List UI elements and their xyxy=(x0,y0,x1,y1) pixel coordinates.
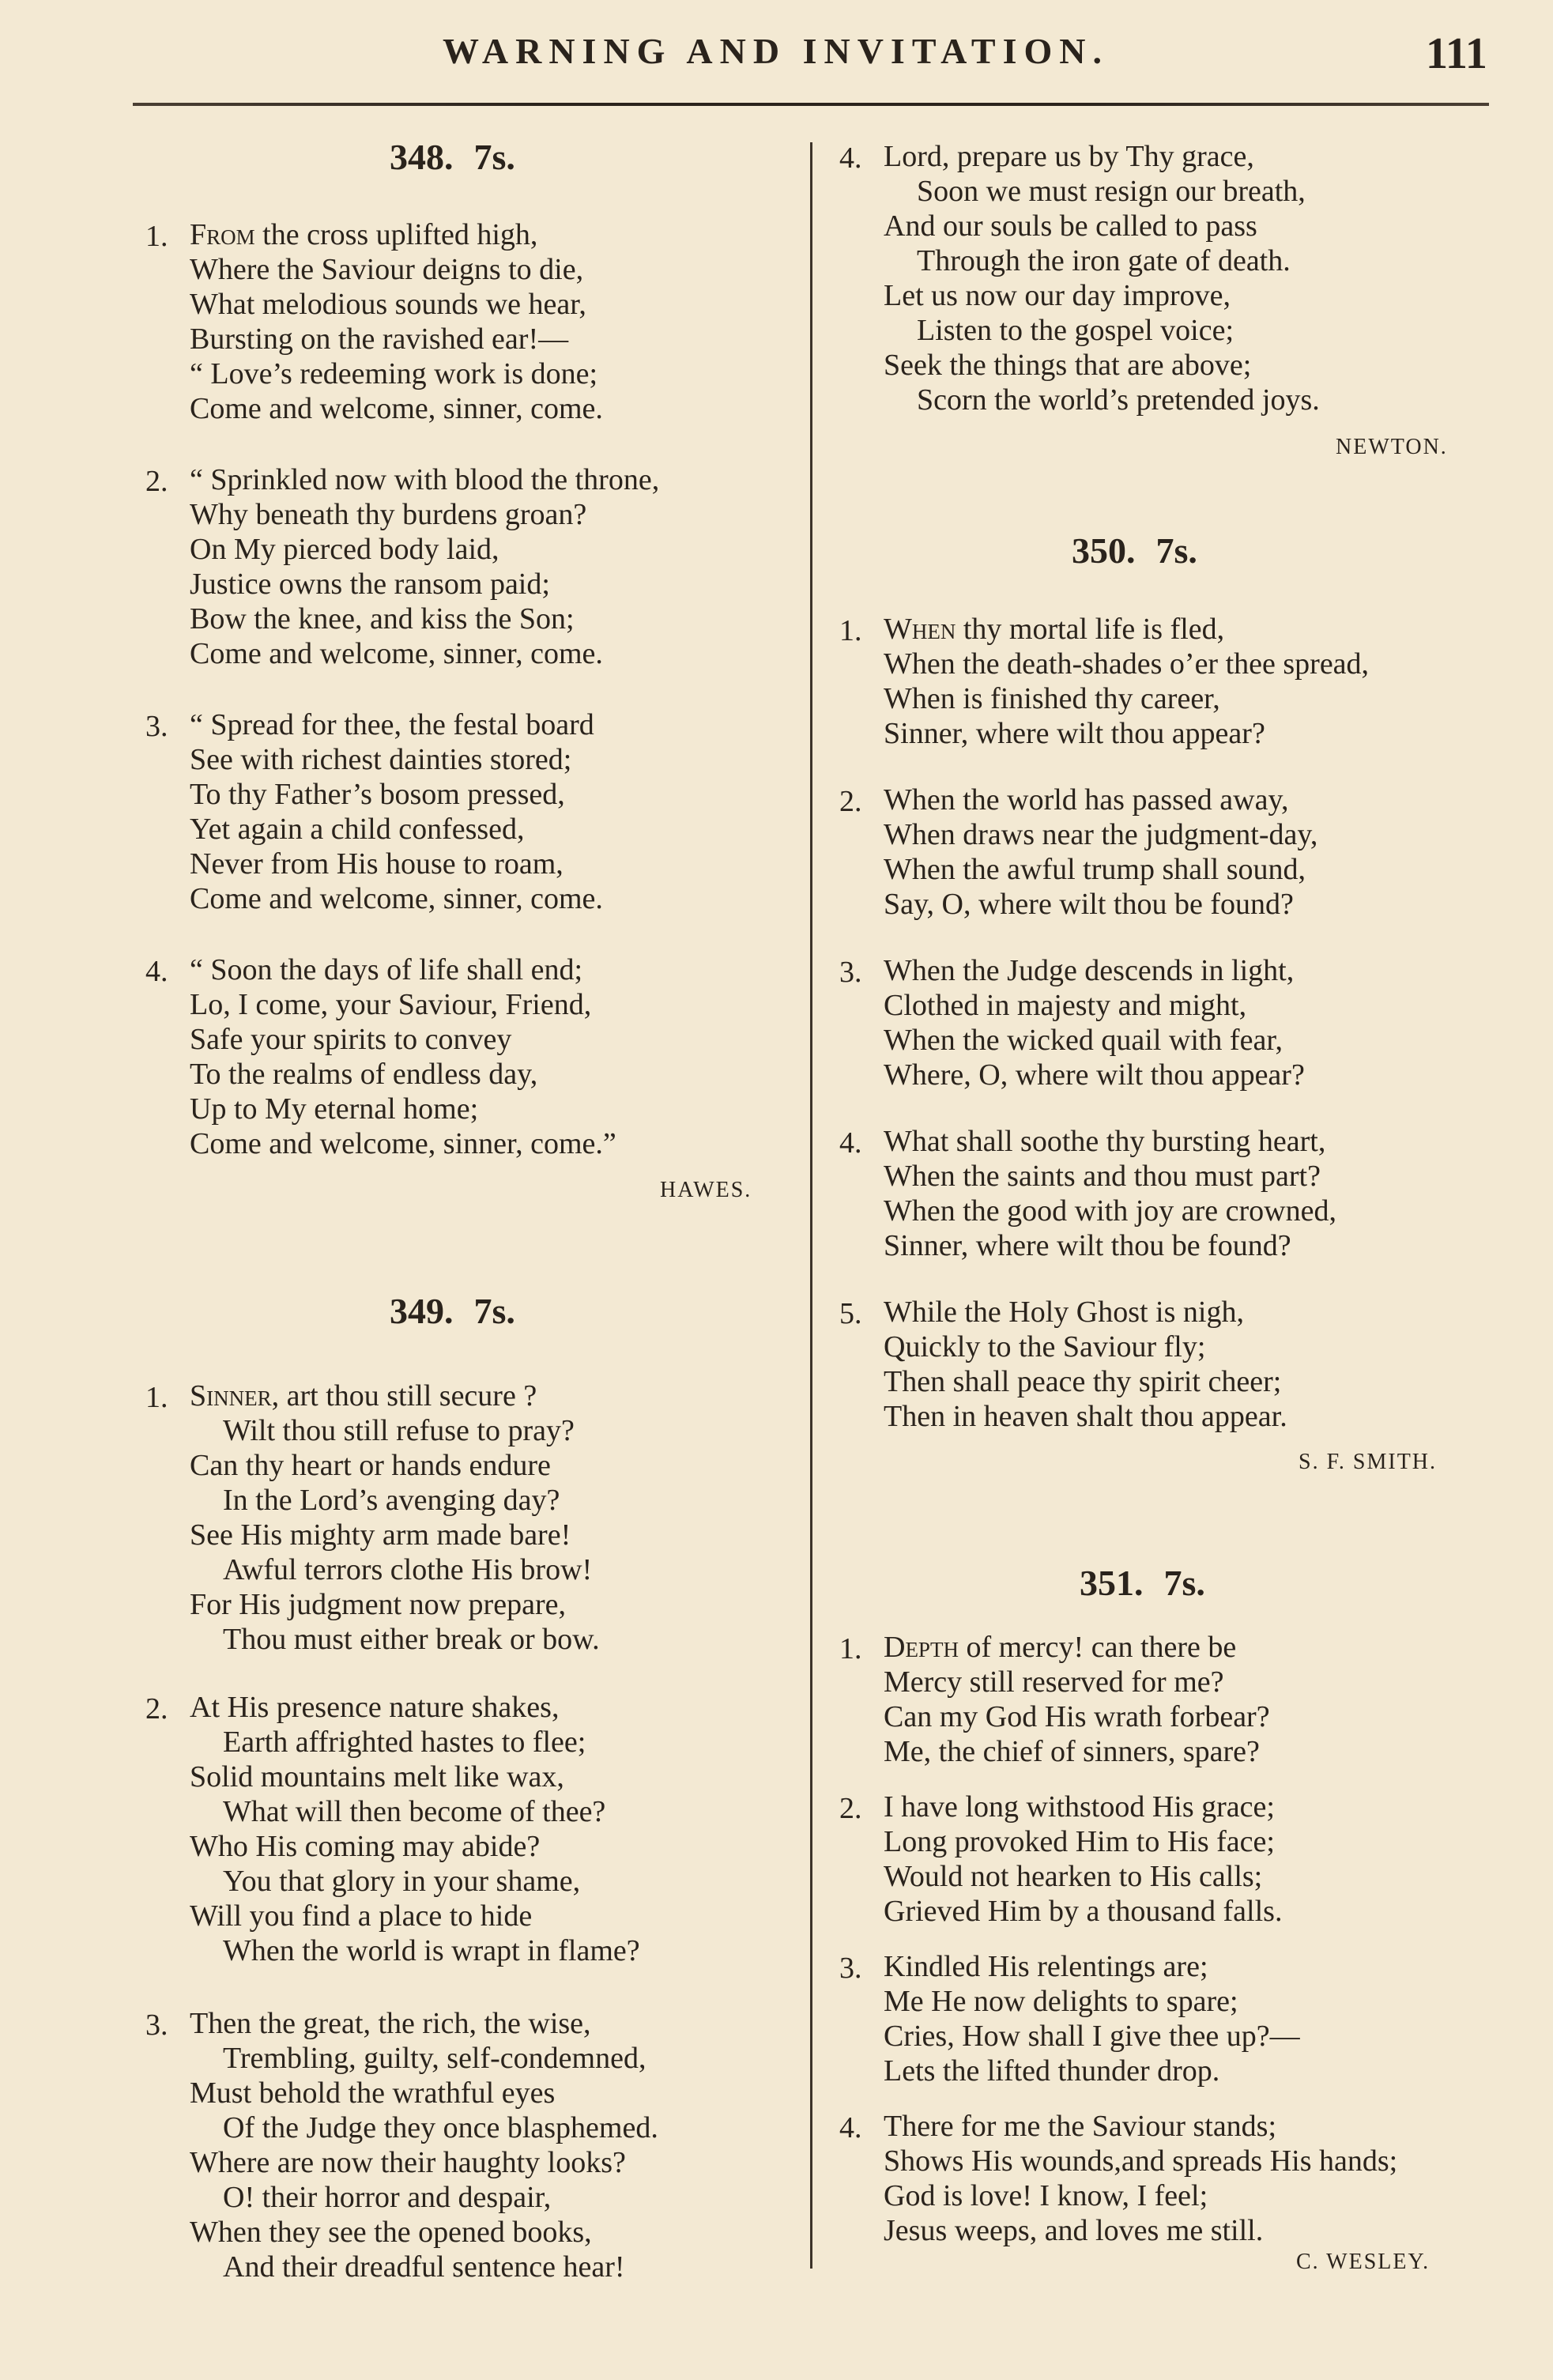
verse-line: Come and welcome, sinner, come.” xyxy=(190,1127,616,1160)
hymn-number: 349. xyxy=(390,1291,454,1331)
verse-line: Awful terrors clothe His brow! xyxy=(223,1553,593,1586)
verse-line: Can thy heart or hands endure xyxy=(190,1449,551,1482)
verse-line: On My pierced body laid, xyxy=(190,533,499,566)
stanza-number: 1. xyxy=(145,220,168,253)
verse-line: Soon we must resign our breath, xyxy=(917,175,1306,208)
verse-line: At His presence nature shakes, xyxy=(190,1691,560,1724)
verse-line: Long provoked Him to His face; xyxy=(884,1825,1275,1858)
verse-line: Then in heaven shalt thou appear. xyxy=(884,1400,1287,1433)
verse-line: Kindled His relentings are; xyxy=(884,1950,1208,1983)
verse-line: Then the great, the rich, the wise, xyxy=(190,2007,591,2040)
hymn-meter: 7s. xyxy=(1163,1563,1205,1603)
hymn-meter: 7s. xyxy=(473,137,515,177)
stanza-number: 2. xyxy=(145,465,168,498)
verse-line: Scorn the world’s pretended joys. xyxy=(917,383,1320,417)
stanza-number: 1. xyxy=(145,1381,168,1414)
hymn-351-heading xyxy=(1080,1562,1205,1604)
verse-line: Never from His house to roam, xyxy=(190,847,564,881)
verse-line: When the world is wrapt in flame? xyxy=(223,1934,640,1967)
verse-line: Jesus weeps, and loves me still. xyxy=(884,2214,1264,2247)
stanza-number: 3. xyxy=(839,1952,862,1985)
verse-line: Mercy still reserved for me? xyxy=(884,1665,1224,1699)
verse-line: When the Judge descends in light, xyxy=(884,954,1295,987)
hymn-meter: 7s. xyxy=(473,1291,515,1331)
verse-line: When the wicked quail with fear, xyxy=(884,1024,1283,1057)
verse-line: See His mighty arm made bare! xyxy=(190,1518,571,1552)
verse-line: Listen to the gospel voice; xyxy=(917,314,1234,347)
verse-line: Shows His wounds,and spreads His hands; xyxy=(884,2144,1398,2178)
hymn-350-heading xyxy=(1072,530,1197,571)
hymn-number: 351. xyxy=(1080,1563,1144,1603)
verse-line: Cries, How shall I give thee up?— xyxy=(884,2020,1300,2053)
verse-first-word: From xyxy=(190,218,255,251)
verse-line: Sinner, art thou still secure ? xyxy=(190,1379,537,1413)
verse-line: Me, the chief of sinners, spare? xyxy=(884,1735,1260,1768)
verse-line: Lord, prepare us by Thy grace, xyxy=(884,140,1254,173)
verse-line: “ Spread for thee, the festal board xyxy=(190,708,594,741)
verse-line: To thy Father’s bosom pressed, xyxy=(190,778,565,811)
hymn-number: 350. xyxy=(1072,530,1136,571)
verse-line: Seek the things that are above; xyxy=(884,349,1252,382)
verse-line: Trembling, guilty, self-condemned, xyxy=(223,2042,646,2075)
verse-line: Why beneath thy burdens groan? xyxy=(190,498,587,531)
verse-line: Me He now delights to spare; xyxy=(884,1985,1238,2018)
stanza-number: 1. xyxy=(839,1632,862,1665)
verse-line: Lo, I come, your Saviour, Friend, xyxy=(190,988,592,1021)
verse-line: When the good with joy are crowned, xyxy=(884,1194,1336,1228)
verse-line: When thy mortal life is fled, xyxy=(884,613,1225,646)
verse-line: From the cross uplifted high, xyxy=(190,218,538,251)
verse-line: Must behold the wrathful eyes xyxy=(190,2076,556,2110)
verse-line: Sinner, where wilt thou be found? xyxy=(884,1229,1291,1262)
verse-line: Safe your spirits to convey xyxy=(190,1023,512,1056)
verse-line: Where are now their haughty looks? xyxy=(190,2146,626,2179)
verse-line: Quickly to the Saviour fly; xyxy=(884,1330,1206,1364)
verse-first-word: Depth xyxy=(884,1631,959,1664)
hymn-number: 348. xyxy=(390,137,454,177)
verse-line: “ Love’s redeeming work is done; xyxy=(190,357,598,390)
verse-line: God is love! I know, I feel; xyxy=(884,2179,1208,2212)
verse-line: Will you find a place to hide xyxy=(190,1899,533,1933)
header-rule xyxy=(133,103,1489,106)
verse-line: Yet again a child confessed, xyxy=(190,813,525,846)
verse-line: What shall soothe thy bursting heart, xyxy=(884,1125,1326,1158)
verse-line: I have long withstood His grace; xyxy=(884,1790,1275,1824)
verse-line: Come and welcome, sinner, come. xyxy=(190,392,603,425)
verse-line: Come and welcome, sinner, come. xyxy=(190,882,603,915)
verse-line: Through the iron gate of death. xyxy=(917,244,1291,277)
stanza-number: 4. xyxy=(145,955,168,988)
verse-line: When they see the opened books, xyxy=(190,2216,592,2249)
verse-line: Would not hearken to His calls; xyxy=(884,1860,1263,1893)
page-number: 111 xyxy=(1426,29,1487,78)
verse-line: Who His coming may abide? xyxy=(190,1830,541,1863)
verse-line: “ Sprinkled now with blood the throne, xyxy=(190,463,660,496)
hymn-349-heading xyxy=(390,1290,515,1332)
verse-first-word: When xyxy=(884,613,956,646)
verse-line: Wilt thou still refuse to pray? xyxy=(223,1414,575,1447)
running-title: WARNING AND INVITATION. xyxy=(443,31,1109,71)
verse-line: What melodious sounds we hear, xyxy=(190,288,586,321)
verse-line: There for me the Saviour stands; xyxy=(884,2110,1277,2143)
hymn-author: HAWES. xyxy=(660,1178,752,1202)
verse-line: See with richest dainties stored; xyxy=(190,743,572,776)
stanza-number: 1. xyxy=(839,614,862,647)
verse-line: When the world has passed away, xyxy=(884,783,1289,817)
verse-line: Grieved Him by a thousand falls. xyxy=(884,1895,1283,1928)
verse-line: When the saints and thou must part? xyxy=(884,1160,1321,1193)
verse-line: To the realms of endless day, xyxy=(190,1058,538,1091)
hymn-meter: 7s. xyxy=(1155,530,1197,571)
column-divider xyxy=(810,142,812,2269)
verse-line: And their dreadful sentence hear! xyxy=(223,2250,625,2284)
verse-line: Sinner, where wilt thou appear? xyxy=(884,717,1265,750)
stanza-number: 3. xyxy=(145,710,168,743)
stanza-number: 2. xyxy=(839,785,862,818)
verse-line: For His judgment now prepare, xyxy=(190,1588,566,1621)
hymn-author: S. F. SMITH. xyxy=(1299,1450,1438,1474)
verse-line: Can my God His wrath forbear? xyxy=(884,1700,1270,1733)
verse-line: Justice owns the ransom paid; xyxy=(190,568,550,601)
hymn-348-heading xyxy=(390,136,515,178)
verse-line: O! their horror and despair, xyxy=(223,2181,552,2214)
verse-line: Bow the knee, and kiss the Son; xyxy=(190,602,575,636)
stanza-number: 2. xyxy=(839,1792,862,1825)
stanza-number: 3. xyxy=(839,956,862,989)
verse-first-word: Sinner xyxy=(190,1379,272,1413)
stanza-number: 4. xyxy=(839,2111,862,2144)
verse-line: Earth affrighted hastes to flee; xyxy=(223,1726,586,1759)
verse-line: What will then become of thee? xyxy=(223,1795,606,1828)
verse-line: When draws near the judgment-day, xyxy=(884,818,1318,851)
stanza-number: 2. xyxy=(145,1692,168,1726)
verse-line: Solid mountains melt like wax, xyxy=(190,1760,564,1793)
verse-line: Come and welcome, sinner, come. xyxy=(190,637,603,670)
verse-line: “ Soon the days of life shall end; xyxy=(190,953,583,986)
verse-line: Lets the lifted thunder drop. xyxy=(884,2054,1220,2088)
verse-line: Where the Saviour deigns to die, xyxy=(190,253,584,286)
verse-line: Thou must either break or bow. xyxy=(223,1623,600,1656)
verse-line: Depth of mercy! can there be xyxy=(884,1631,1237,1664)
verse-line: Let us now our day improve, xyxy=(884,279,1231,312)
verse-line: While the Holy Ghost is nigh, xyxy=(884,1296,1244,1329)
stanza-number: 4. xyxy=(839,141,862,175)
stanza-number: 4. xyxy=(839,1126,862,1160)
verse-line: Clothed in majesty and might, xyxy=(884,989,1247,1022)
verse-line: When the death-shades o’er thee spread, xyxy=(884,647,1370,681)
hymn-author: C. WESLEY. xyxy=(1296,2250,1430,2274)
verse-line: In the Lord’s avenging day? xyxy=(223,1484,560,1517)
hymn-author: NEWTON. xyxy=(1336,435,1448,459)
verse-line: You that glory in your shame, xyxy=(223,1865,581,1898)
stanza-number: 5. xyxy=(839,1297,862,1330)
verse-line: Bursting on the ravished ear!— xyxy=(190,322,569,356)
verse-line: Say, O, where wilt thou be found? xyxy=(884,888,1294,921)
verse-line: When is finished thy career, xyxy=(884,682,1220,715)
verse-line: Of the Judge they once blasphemed. xyxy=(223,2111,658,2144)
stanza-number: 3. xyxy=(145,2008,168,2042)
verse-line: Up to My eternal home; xyxy=(190,1092,479,1126)
verse-line: And our souls be called to pass xyxy=(884,209,1257,243)
verse-line: Then shall peace thy spirit cheer; xyxy=(884,1365,1282,1398)
verse-line: When the awful trump shall sound, xyxy=(884,853,1306,886)
verse-line: Where, O, where wilt thou appear? xyxy=(884,1058,1305,1092)
